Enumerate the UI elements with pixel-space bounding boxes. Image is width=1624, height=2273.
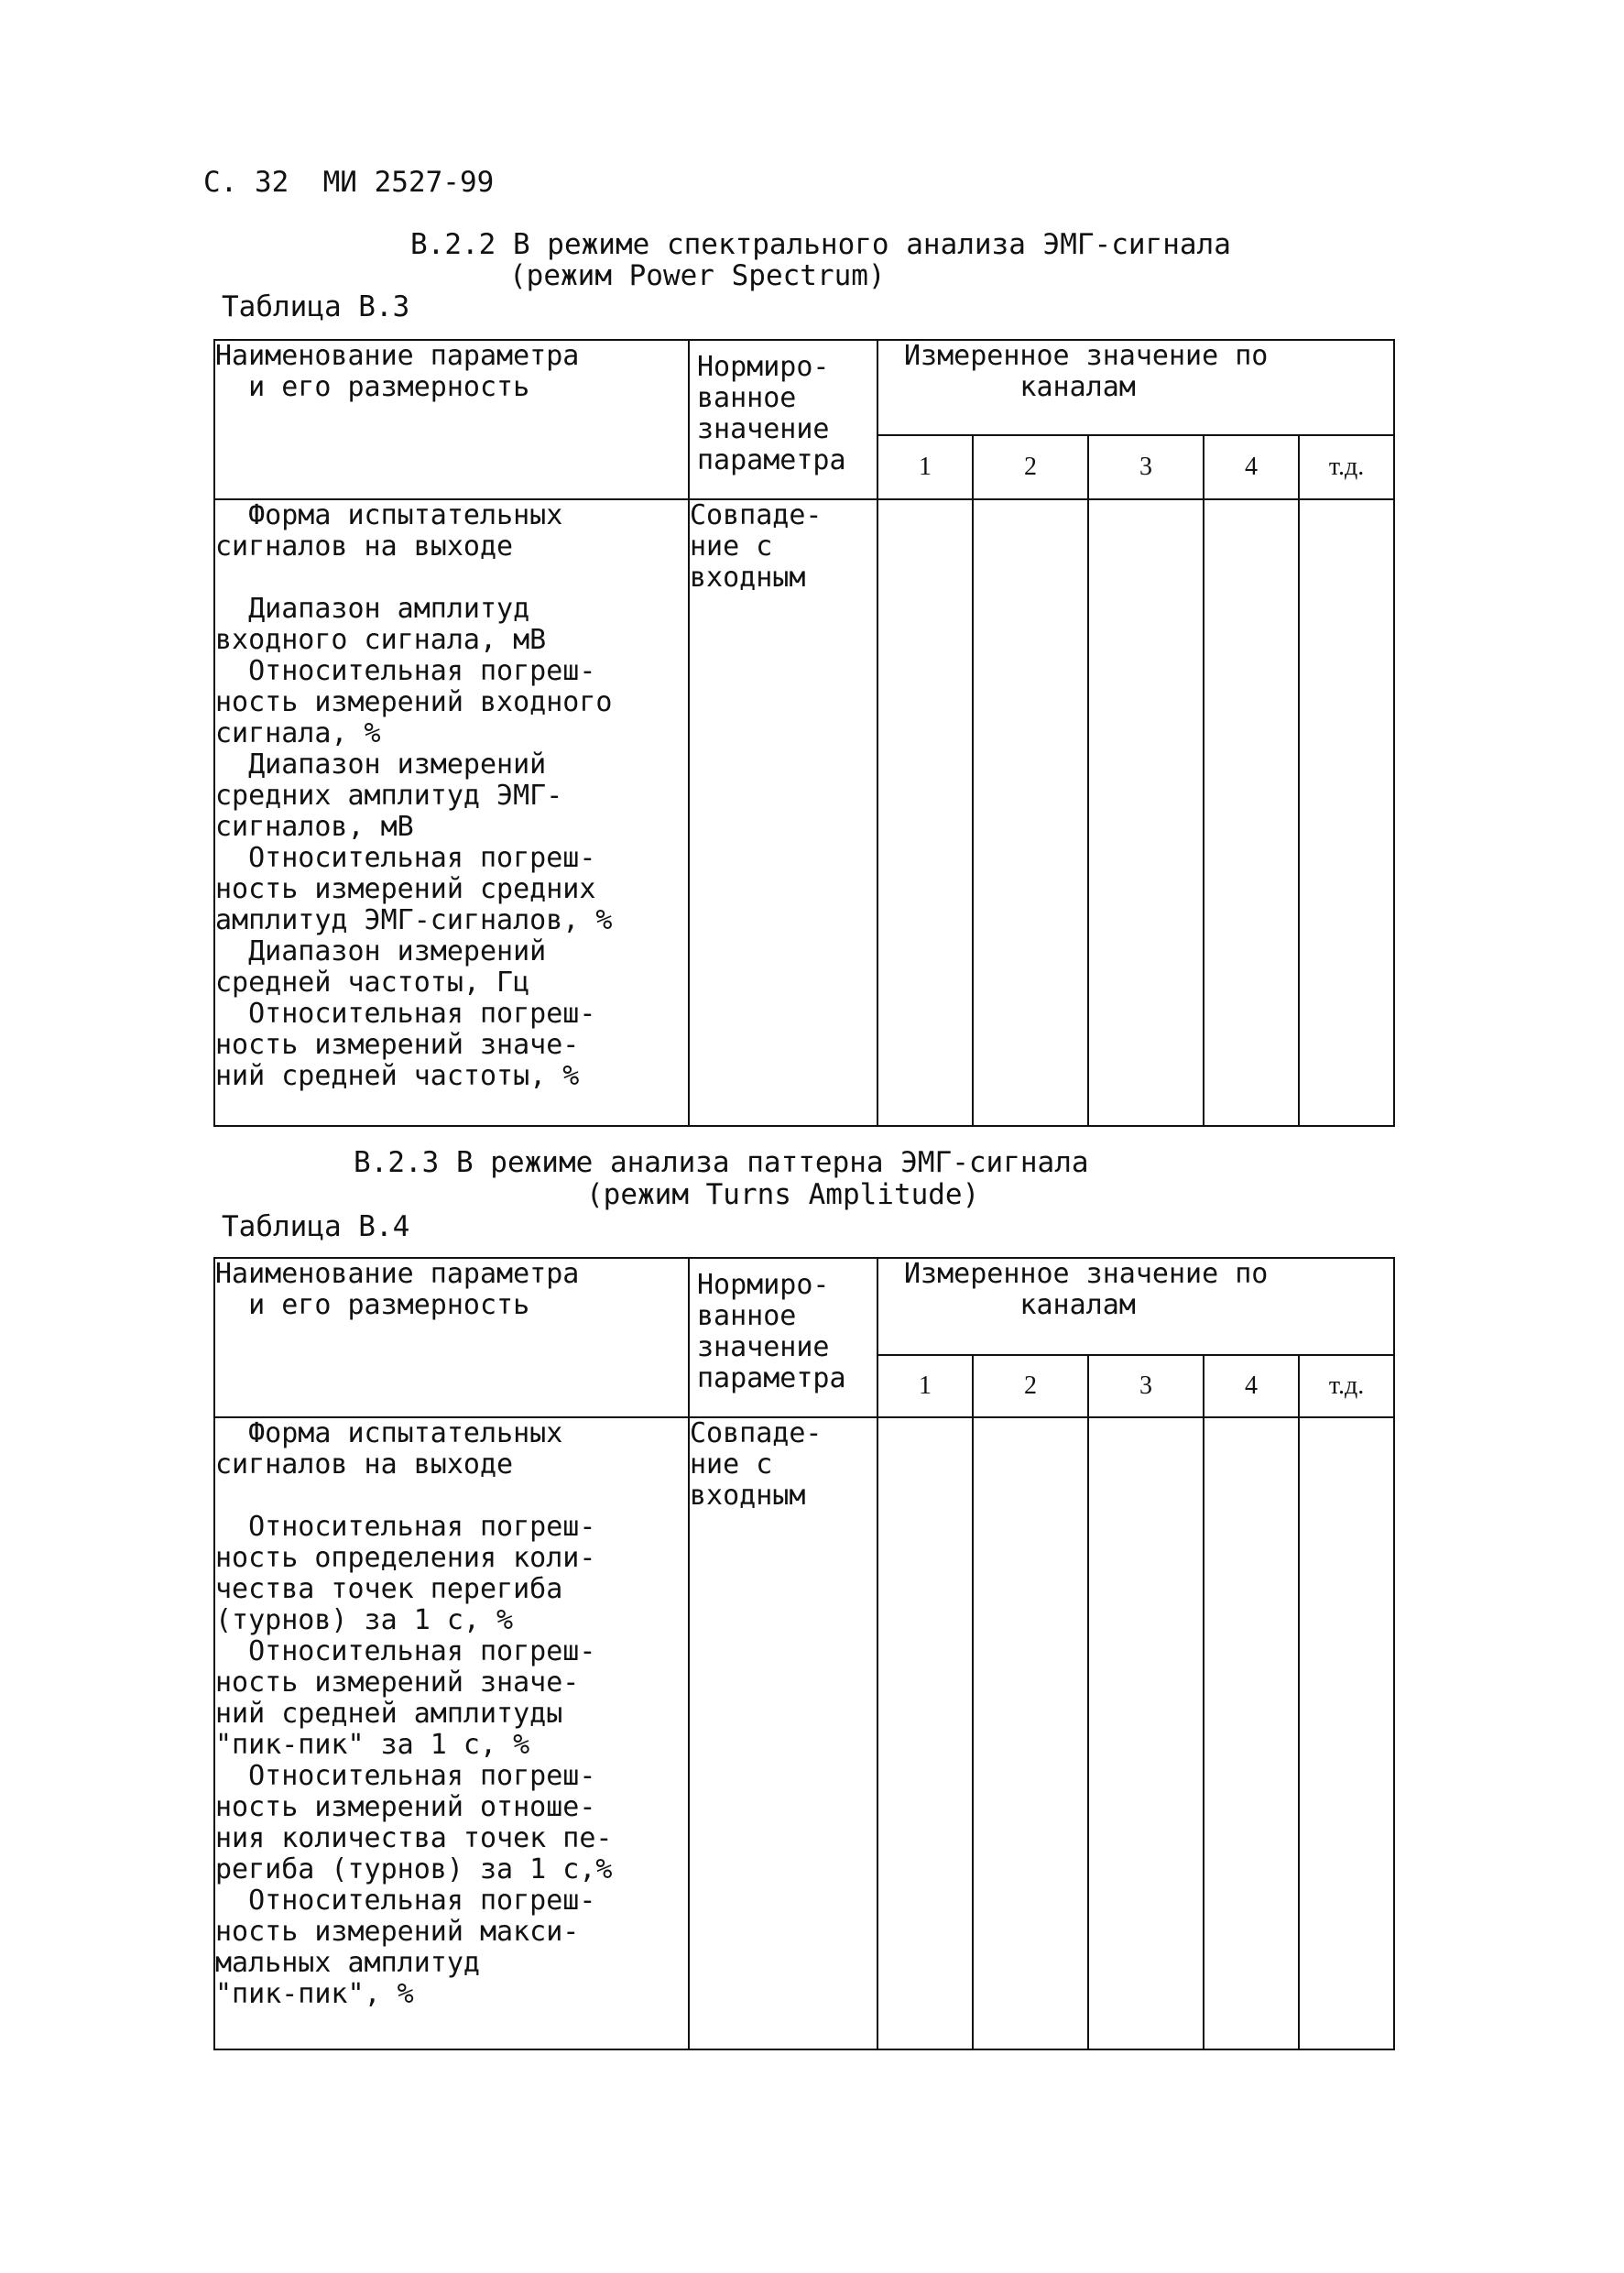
- header-measured-value: Измеренное значение по каналам: [877, 1258, 1394, 1355]
- param-list: Форма испытательных сигналов на выходе Относительная погреш- ность определения коли- чества точек перегиба (турнов) за 1 с, % Относительная погреш- ность измерений значе- ний средней амплитуды "пик-пик" за 1 с, % Относительная погреш- ность измерений отноше- ния количества точек пе- региба (турнов) за 1 с,% Относительная погреш- ность измерений макси- мальных амплитуд "пик-пик", %: [214, 1417, 689, 2049]
- channel-1-header: 1: [877, 435, 973, 499]
- table-label-b4: Таблица В.4: [222, 1210, 410, 1243]
- channel-3-value: [1088, 1417, 1204, 2049]
- header-measured-value: Измеренное значение по каналам: [877, 340, 1394, 435]
- normalized-value: Совпаде- ние с входным: [689, 1417, 877, 2049]
- header-param-name: Наименование параметра и его размерность: [214, 1258, 689, 1417]
- header-normalized-value: Нормиро- ванное значение параметра: [689, 1258, 877, 1417]
- channel-etc-value: [1299, 1417, 1394, 2049]
- channel-2-value: [973, 499, 1088, 1126]
- table-label-b3: Таблица В.3: [222, 290, 410, 323]
- channel-3-header: 3: [1088, 1355, 1204, 1417]
- param-list: Форма испытательных сигналов на выходе Диапазон амплитуд входного сигнала, мВ Относительная погреш- ность измерений входного сигнала, % Диапазон измерений средних амплитуд ЭМГ- сигналов, мВ Относительная погреш- ность измерений средних амплитуд ЭМГ-сигналов, % Диапазон измерений средней частоты, Гц Относительная погреш- ность измерений значе- ний средней частоты, %: [214, 499, 689, 1126]
- channel-4-header: 4: [1204, 435, 1299, 499]
- channel-3-value: [1088, 499, 1204, 1126]
- channel-2-value: [973, 1417, 1088, 2049]
- section-subheading-b23: (режим Turns Amplitude): [586, 1178, 980, 1211]
- channel-2-header: 2: [973, 435, 1088, 499]
- channel-4-value: [1204, 1417, 1299, 2049]
- channel-2-header: 2: [973, 1355, 1088, 1417]
- channel-1-header: 1: [877, 1355, 973, 1417]
- header-param-name: Наименование параметра и его размерность: [214, 340, 689, 499]
- channel-etc-header: т.д.: [1299, 435, 1394, 499]
- channel-1-value: [877, 499, 973, 1126]
- normalized-value: Совпаде- ние с входным: [689, 499, 877, 1126]
- channel-1-value: [877, 1417, 973, 2049]
- channel-etc-value: [1299, 499, 1394, 1126]
- table-b3: [213, 339, 1395, 1127]
- section-subheading-b22: (режим Power Spectrum): [509, 259, 886, 292]
- channel-4-header: 4: [1204, 1355, 1299, 1417]
- header-normalized-value: Нормиро- ванное значение параметра: [689, 340, 877, 499]
- page-header: С. 32 МИ 2527-99: [203, 166, 495, 199]
- section-heading-b22: В.2.2 В режиме спектрального анализа ЭМГ-сигнала: [410, 228, 1231, 261]
- table-b4: [213, 1257, 1395, 2050]
- section-heading-b23: В.2.3 В режиме анализа паттерна ЭМГ-сигнала: [354, 1146, 1089, 1179]
- channel-3-header: 3: [1088, 435, 1204, 499]
- channel-etc-header: т.д.: [1299, 1355, 1394, 1417]
- channel-4-value: [1204, 499, 1299, 1126]
